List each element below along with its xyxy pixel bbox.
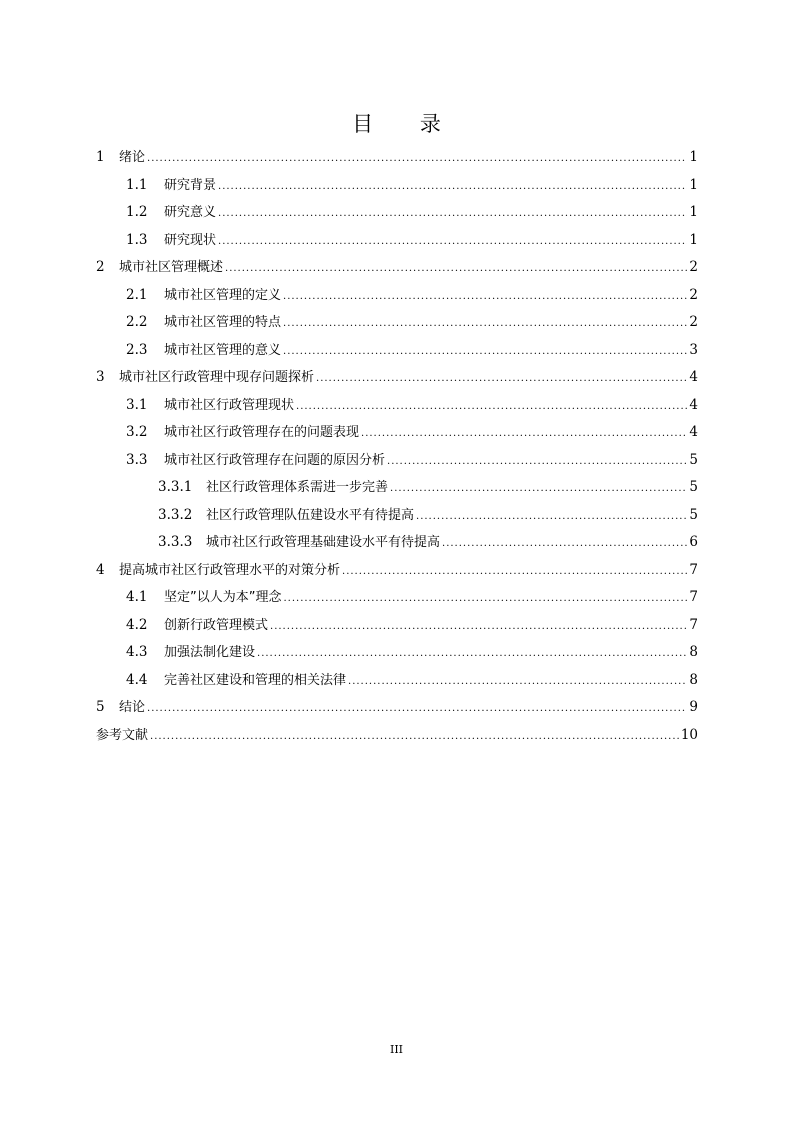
toc-number: 1.3: [126, 231, 148, 248]
toc-entry[interactable]: [96, 474, 698, 502]
toc-page: 5: [689, 479, 698, 495]
toc-leader: [390, 475, 687, 503]
toc-number: 2: [96, 259, 105, 275]
toc-label: 加强法制化建设: [164, 645, 256, 660]
toc-number: 4.4: [126, 671, 148, 688]
toc-entry[interactable]: [96, 337, 698, 365]
toc-label: 城市社区行政管理存在的问题表现: [164, 425, 360, 440]
toc-number: 3.3.3: [158, 534, 193, 550]
toc-label: 研究背景: [164, 177, 217, 193]
toc-page: 1: [689, 204, 698, 220]
toc-number: 4.1: [126, 589, 148, 605]
toc-entry[interactable]: [96, 557, 698, 585]
toc-label: 城市社区管理的特点: [164, 315, 282, 330]
toc-entry[interactable]: [96, 254, 698, 282]
toc-page: 1: [689, 149, 698, 165]
toc-entry[interactable]: [96, 584, 698, 612]
toc-leader: [442, 530, 687, 558]
toc-leader: [150, 723, 679, 751]
toc-entry[interactable]: [96, 364, 698, 392]
toc-leader: [296, 393, 687, 421]
toc-number: 3.3.2: [158, 506, 193, 523]
toc-label: 城市社区行政管理现状: [164, 397, 295, 413]
toc-entry[interactable]: [96, 667, 698, 695]
toc-leader: [270, 613, 687, 641]
page-title: 目 录: [352, 112, 461, 136]
toc-entry[interactable]: [96, 227, 698, 255]
toc-leader: [283, 585, 687, 613]
toc-page: 3: [689, 341, 698, 358]
toc-label: 参考文献: [96, 727, 149, 743]
toc-entry[interactable]: [96, 282, 698, 310]
toc-page: 2: [689, 259, 698, 275]
toc-leader: [283, 338, 687, 366]
toc-entry[interactable]: [96, 419, 698, 447]
toc-label: 城市社区管理的意义: [164, 342, 282, 358]
toc-number: 3.1: [126, 396, 148, 413]
toc-label: 绪论: [119, 150, 146, 165]
toc-number: 2.3: [126, 341, 148, 358]
toc-page: 6: [689, 534, 698, 550]
toc-leader: [387, 448, 687, 476]
toc-leader: [361, 420, 687, 448]
toc-page: 5: [689, 451, 698, 468]
toc-number: 4.2: [126, 616, 148, 633]
toc-page: 4: [689, 369, 698, 385]
page-number-footer: III: [389, 1043, 404, 1056]
toc-number: 3.3.1: [158, 479, 193, 495]
toc-leader: [218, 228, 687, 256]
toc-page: 2: [689, 314, 698, 330]
toc-page: 8: [689, 671, 698, 688]
toc-number: 1.1: [126, 176, 148, 193]
toc-page: 5: [689, 506, 698, 523]
toc-leader: [218, 200, 687, 228]
toc-label: 城市社区行政管理存在问题的原因分析: [164, 452, 386, 468]
toc-label: 社区行政管理队伍建设水平有待提高: [206, 507, 415, 523]
toc-label: 完善社区建设和管理的相关法律: [164, 672, 347, 688]
toc-page: 7: [689, 616, 698, 633]
toc-label: 城市社区行政管理中现存问题探析: [119, 370, 315, 385]
toc-entry[interactable]: [96, 144, 698, 172]
toc-entry[interactable]: [96, 612, 698, 640]
toc-leader: [283, 310, 687, 338]
toc-entry[interactable]: [96, 199, 698, 227]
toc-label: 研究意义: [164, 205, 217, 220]
toc-number: 5: [96, 699, 105, 715]
toc-leader: [342, 558, 687, 586]
toc-leader: [283, 283, 687, 311]
toc-entry[interactable]: [96, 722, 698, 750]
toc-number: 3: [96, 369, 105, 385]
toc-label: 创新行政管理模式: [164, 617, 269, 633]
toc-page: 2: [689, 286, 698, 303]
toc-label: 坚定”以人为本”理念: [164, 590, 282, 605]
toc-leader: [147, 145, 687, 173]
toc-page: 4: [689, 424, 698, 440]
toc-entry[interactable]: [96, 529, 698, 557]
toc-leader: [257, 640, 687, 668]
toc-entry[interactable]: [96, 392, 698, 420]
toc-label: 城市社区管理的定义: [164, 287, 282, 303]
toc-leader: [316, 365, 687, 393]
toc-page: 7: [689, 589, 698, 605]
toc-number: 4: [96, 561, 105, 578]
toc-page: 1: [689, 231, 698, 248]
toc-number: 1: [96, 149, 105, 165]
toc-entry[interactable]: [96, 447, 698, 475]
toc-page: 4: [689, 396, 698, 413]
toc-page: 7: [689, 561, 698, 578]
toc-label: 城市社区行政管理基础建设水平有待提高: [206, 535, 441, 550]
toc-number: 3.2: [126, 424, 148, 440]
toc-leader: [225, 255, 687, 283]
toc-entry[interactable]: [96, 309, 698, 337]
toc-leader: [147, 695, 687, 723]
toc-leader: [348, 668, 687, 696]
toc-number: 4.3: [126, 644, 148, 660]
toc-page: 1: [689, 176, 698, 193]
table-of-contents: [96, 144, 698, 749]
toc-number: 2.2: [126, 314, 148, 330]
toc-page: 9: [689, 699, 698, 715]
toc-label: 提高城市社区行政管理水平的对策分析: [119, 562, 341, 578]
toc-label: 社区行政管理体系需进一步完善: [206, 480, 389, 495]
toc-entry[interactable]: [96, 639, 698, 667]
toc-leader: [416, 503, 687, 531]
toc-page: 8: [689, 644, 698, 660]
toc-entry[interactable]: [96, 694, 698, 722]
toc-label: 结论: [119, 700, 146, 715]
toc-number: 3.3: [126, 451, 148, 468]
toc-number: 1.2: [126, 204, 148, 220]
toc-entry[interactable]: [96, 502, 698, 530]
toc-entry[interactable]: [96, 172, 698, 200]
toc-number: 2.1: [126, 286, 148, 303]
toc-leader: [218, 173, 687, 201]
toc-page: 10: [680, 726, 698, 743]
toc-label: 城市社区管理概述: [119, 260, 224, 275]
toc-label: 研究现状: [164, 232, 217, 248]
